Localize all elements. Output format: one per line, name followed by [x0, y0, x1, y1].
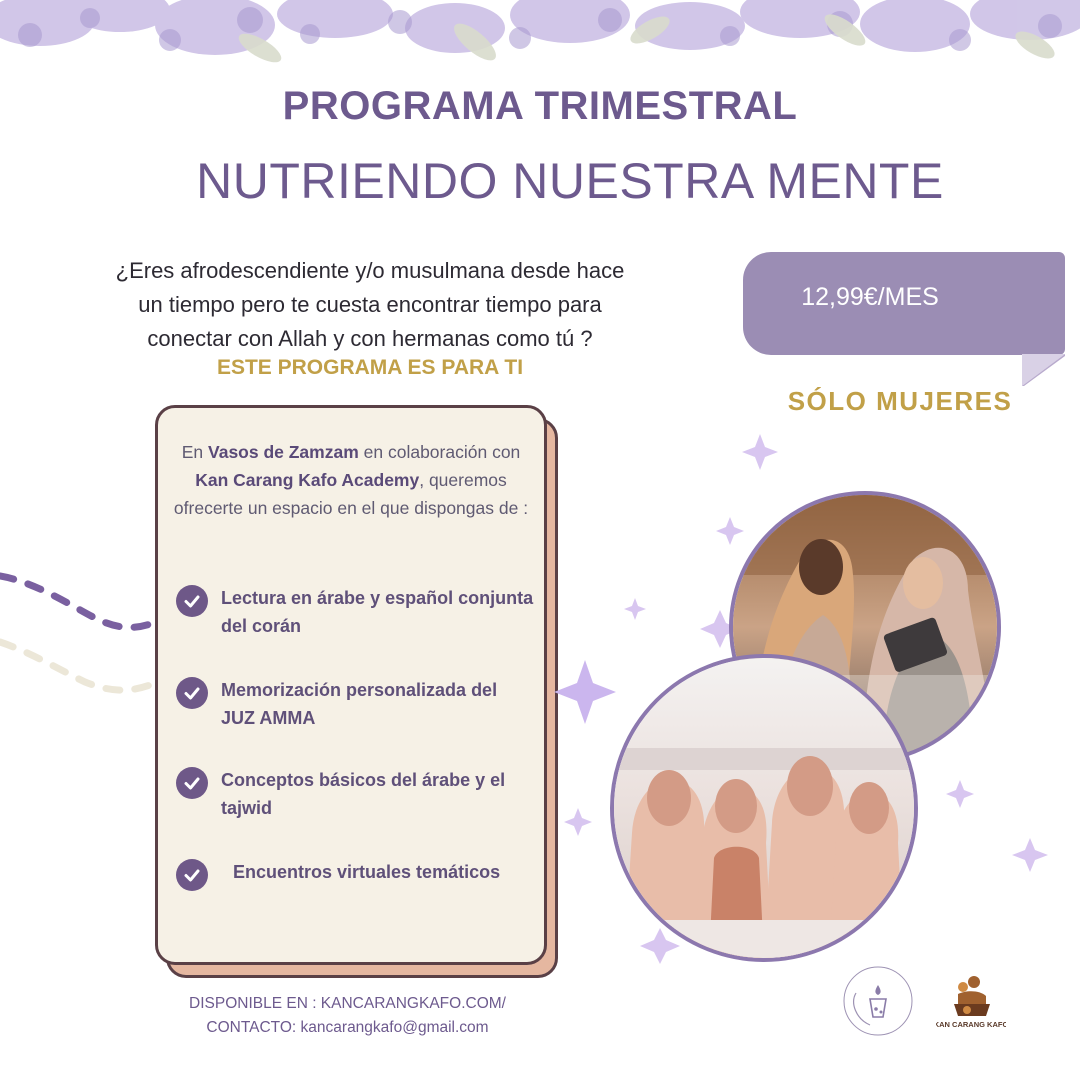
card-text-3: , queremos ofrecerte un espacio en el que dispongas de :: [173, 470, 529, 518]
price-label: 12,99€/MES: [801, 283, 939, 311]
feature-text: Memorización personalizada del JUZ AMMA: [221, 680, 498, 728]
feature-text: Lectura en árabe y español conjunta del corán: [221, 588, 534, 636]
vasos-de-zamzam-name: Vasos de Zamzam: [208, 442, 359, 462]
checkmark-icon: [176, 585, 208, 617]
main-title: NUTRIENDO NUESTRA MENTE: [196, 153, 944, 209]
feature-item: [176, 676, 536, 732]
women-sitting-photo: [610, 654, 918, 962]
feature-item: [176, 858, 536, 891]
kan-carang-kafo-logo-text: KAN CARANG KAFO: [936, 1020, 1006, 1029]
card-intro-text: [168, 438, 534, 522]
checkmark-icon: [176, 859, 208, 891]
card-text-2: en colaboración con: [358, 442, 521, 462]
kan-carang-kafo-name: Kan Carang Kafo Academy: [195, 470, 420, 490]
feature-item: [176, 584, 536, 640]
women-only-label: SÓLO MUJERES: [787, 386, 1013, 416]
intro-line: ¿Eres afrodescendiente y/o musulmana desde hace: [115, 258, 625, 283]
checkmark-icon: [176, 677, 208, 709]
card-text-1: En: [181, 442, 208, 462]
price-tag-fold: [1022, 354, 1065, 386]
checkmark-icon: [176, 767, 208, 799]
program-for-you-highlight: ESTE PROGRAMA ES PARA TI: [216, 356, 524, 379]
program-title: PROGRAMA TRIMESTRAL: [282, 84, 798, 128]
lilac-flowers-decoration: [0, 0, 1080, 70]
feature-item: [176, 766, 536, 822]
website-text: DISPONIBLE EN : KANCARANGKAFO.COM/: [189, 995, 506, 1012]
vasos-de-zamzam-logo: [840, 963, 916, 1039]
intro-question: [70, 254, 670, 356]
intro-line: un tiempo pero te cuesta encontrar tiempo para: [138, 292, 602, 317]
feature-text: Encuentros virtuales temáticos: [233, 862, 501, 882]
contact-email-text: CONTACTO: kancarangkafo@gmail.com: [206, 1019, 489, 1036]
dashed-wave-decoration: [0, 560, 160, 710]
intro-line: conectar con Allah y con hermanas como tú ?: [147, 326, 593, 351]
footer-contact: [140, 992, 555, 1040]
kan-carang-kafo-logo: [936, 970, 1006, 1040]
feature-text: Conceptos básicos del árabe y el tajwid: [221, 770, 506, 818]
